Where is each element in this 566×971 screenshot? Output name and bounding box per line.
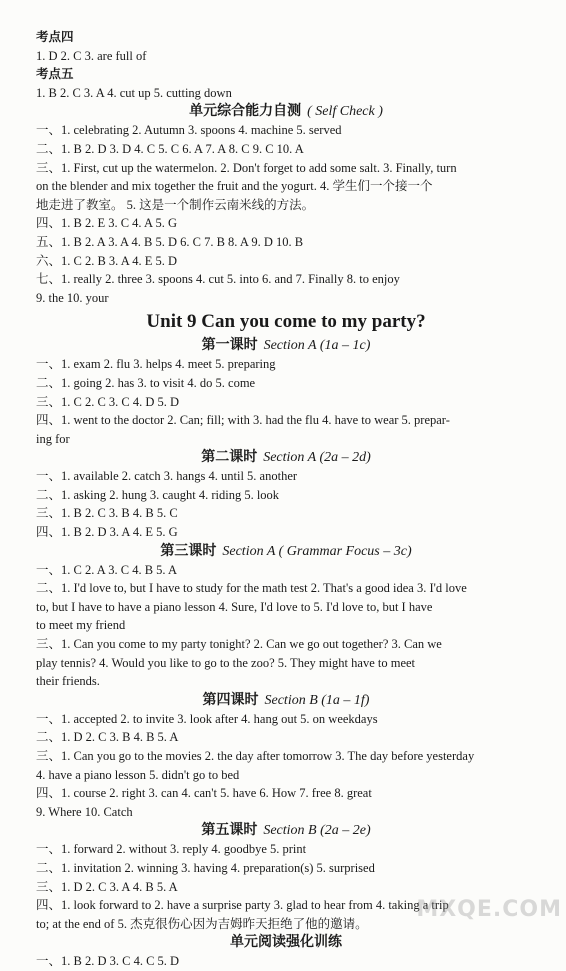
lesson-heading-title: 单元综合能力自测 xyxy=(189,104,302,120)
answer-line: 一、1. accepted 2. to invite 3. look after 4. hang out 5. on weekdays xyxy=(36,711,378,726)
unit-title: Unit 9 Can you come to my party? xyxy=(146,311,426,333)
answer-line: 三、1. Can you go to the movies 2. the day after tomorrow 3. The day before yesterday xyxy=(36,749,475,763)
lesson-heading xyxy=(36,691,536,710)
lesson-heading-title: 第二课时 xyxy=(201,450,258,466)
lesson-heading xyxy=(36,336,536,355)
section-label: 考点四 xyxy=(36,30,74,44)
answer-line: 三、1. D 2. C 3. A 4. B 5. A xyxy=(36,879,178,894)
answer-line: 一、1. available 2. catch 3. hangs 4. until 5. another xyxy=(36,469,298,484)
answer-line: 一、1. celebrating 2. Autumn 3. spoons 4. machine 5. served xyxy=(36,123,342,138)
answer-line: 四、1. course 2. right 3. can 4. can't 5. have 6. How 7. free 8. great xyxy=(36,786,372,801)
answer-line: 六、1. C 2. B 3. A 4. E 5. D xyxy=(36,253,177,268)
lesson-heading xyxy=(36,821,536,840)
lesson-heading-section: Section A ( Grammar Focus – 3c) xyxy=(222,543,412,559)
watermark: MXQE.COM xyxy=(416,897,562,922)
answer-line: to meet my friend xyxy=(36,618,126,633)
section-label: 考点五 xyxy=(36,67,74,82)
lesson-heading-section: Section B (1a – 1f) xyxy=(264,692,370,708)
answer-line: 一、1. B 2. D 3. C 4. C 5. D xyxy=(36,954,180,969)
lesson-heading-title: 第三课时 xyxy=(160,543,217,559)
answer-line: 4. have a piano lesson 5. didn't go to bed xyxy=(36,767,240,782)
answer-line: 二、1. I'd love to, but I have to study for the math test 2. That's a good idea 3. I'd love xyxy=(36,581,467,596)
answer-line: 四、1. went to the doctor 2. Can; fill; with 3. had the flu 4. have to wear 5. prepar- xyxy=(36,413,450,428)
lesson-heading-title: 第五课时 xyxy=(201,823,258,839)
answer-line: 三、1. Can you come to my party tonight? 2. Can we go out together? 3. Can we xyxy=(36,637,442,652)
answer-line: to, but I have to have a piano lesson 4. Sure, I'd love to 5. I'd love to, but I have xyxy=(36,599,433,614)
answer-line: ing for xyxy=(36,431,70,446)
answer-line: 三、1. First, cut up the watermelon. 2. Don't forget to add some salt. 3. Finally, turn xyxy=(36,160,457,175)
answer-line: 五、1. B 2. A 3. A 4. B 5. D 6. C 7. B 8. A 9. D 10. B xyxy=(36,234,304,249)
lesson-heading-section: Section A (2a – 2d) xyxy=(263,450,371,466)
answer-line: 9. Where 10. Catch xyxy=(36,804,133,819)
lesson-heading-title: 单元阅读强化训练 xyxy=(230,935,342,951)
answer-line: 四、1. look forward to 2. have a surprise party 3. glad to hear from 4. taking a trip xyxy=(36,898,449,913)
answer-line: to; at the end of 5. 杰克很伤心因为吉姆昨天拒绝了他的邀请。 xyxy=(36,916,368,931)
answer-line: 二、1. D 2. C 3. B 4. B 5. A xyxy=(36,730,179,745)
answer-line: 1. D 2. C 3. are full of xyxy=(36,48,147,63)
lesson-heading xyxy=(36,542,536,561)
answer-line: 三、1. C 2. C 3. C 4. D 5. D xyxy=(36,394,180,409)
answer-line: 地走进了教室。 5. 这是一个制作云南米线的方法。 xyxy=(36,197,315,212)
answer-line: play tennis? 4. Would you like to go to the zoo? 5. They might have to meet xyxy=(36,655,416,670)
answer-line: 一、1. C 2. A 3. C 4. B 5. A xyxy=(36,562,177,577)
lesson-heading-section: ( Self Check ) xyxy=(307,104,383,120)
answer-line: 四、1. B 2. D 3. A 4. E 5. G xyxy=(36,525,178,540)
lesson-heading-title: 第四课时 xyxy=(202,692,259,708)
answer-line: 二、1. invitation 2. winning 3. having 4. preparation(s) 5. surprised xyxy=(36,860,375,875)
answer-line: 四、1. B 2. E 3. C 4. A 5. G xyxy=(36,216,177,231)
lesson-heading-section: Section A (1a – 1c) xyxy=(263,338,371,354)
answer-line: 一、1. forward 2. without 3. reply 4. goodbye 5. print xyxy=(36,842,307,857)
lesson-heading xyxy=(36,102,536,121)
answer-line: their friends. xyxy=(36,674,100,689)
lesson-heading-section: Section B (2a – 2e) xyxy=(263,823,371,839)
answer-line: 三、1. B 2. C 3. B 4. B 5. C xyxy=(36,506,178,521)
lesson-heading-title: 第一课时 xyxy=(201,338,258,354)
answer-line: on the blender and mix together the fruit and the yogurt. 4. 学生们一个接一个 xyxy=(36,179,433,194)
answer-line: 二、1. going 2. has 3. to visit 4. do 5. come xyxy=(36,375,256,390)
answer-key-page xyxy=(36,28,536,971)
answer-line: 1. B 2. C 3. A 4. cut up 5. cutting down xyxy=(36,85,232,100)
answer-line: 二、1. asking 2. hung 3. caught 4. riding 5. look xyxy=(36,487,280,502)
answer-line: 二、1. B 2. D 3. D 4. C 5. C 6. A 7. A 8. C 9. C 10. A xyxy=(36,141,304,156)
answer-line: 9. the 10. your xyxy=(36,290,109,305)
lesson-heading xyxy=(36,448,536,467)
answer-line: 一、1. exam 2. flu 3. helps 4. meet 5. preparing xyxy=(36,357,276,372)
answer-line: 七、1. really 2. three 3. spoons 4. cut 5. into 6. and 7. Finally 8. to enjoy xyxy=(36,272,400,287)
lesson-heading xyxy=(36,933,536,952)
